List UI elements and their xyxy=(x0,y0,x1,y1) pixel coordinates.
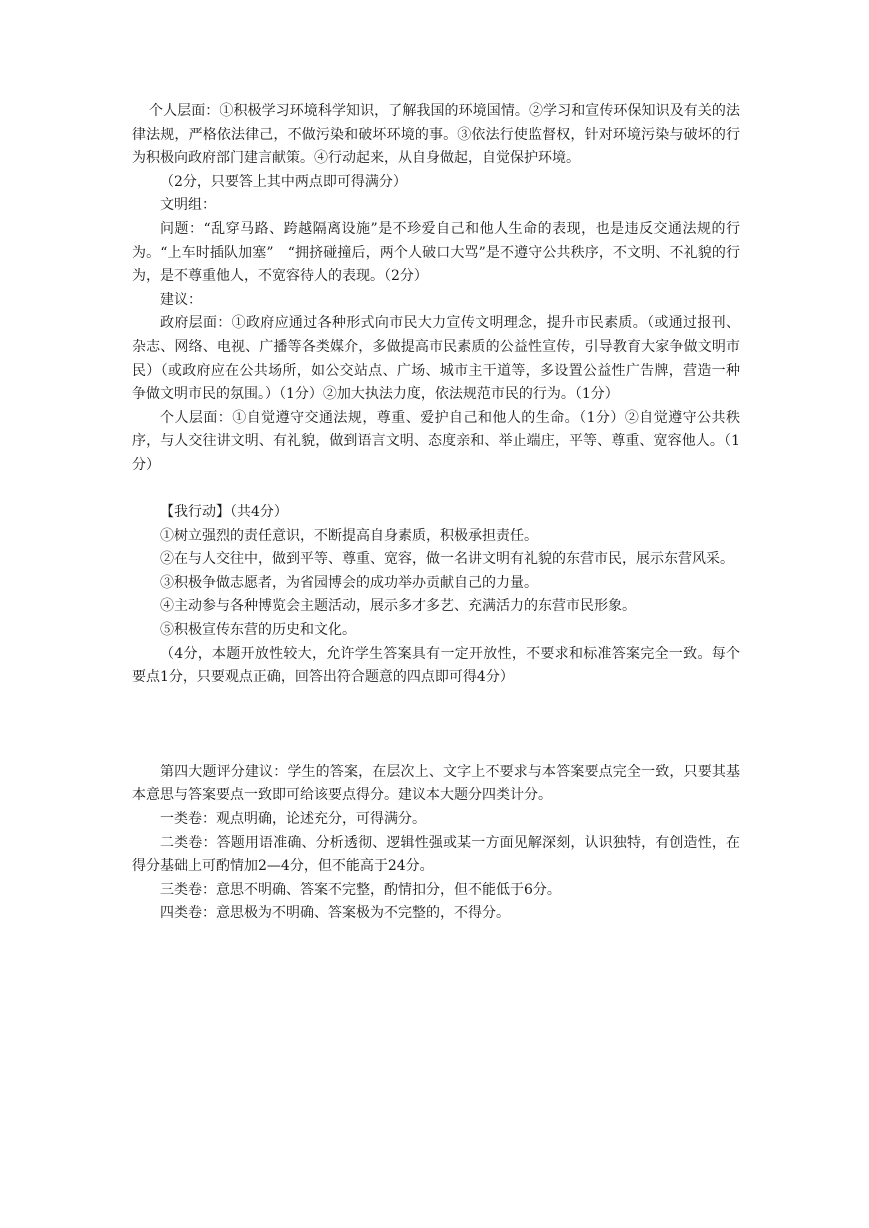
section4-intro: 第四大题评分建议：学生的答案，在层次上、文字上不要求与本答案要点完全一致，只要其基本意思与答案要点一致即可给该要点得分。建议本大题分四类计分。 xyxy=(132,763,740,804)
civilization-group-title: 文明组： xyxy=(160,197,216,214)
government-level-paragraph: 政府层面：①政府应通过各种形式向市民大力宣传文明理念，提升市民素质。（或通过报刊、杂志、网络、电视、广播等各类媒介，多做提高市民素质的公益性宣传，引导教育大家争做文明市民）（或政府应在公共场所，如公交站点、广场、城市主干道等，多设置公益性广告牌，营造一种争做文明市民的氛围。）（1分）②加大执法力度，依法规范市民的行为。（1分） xyxy=(132,315,740,403)
score-note: （2分，只要答上其中两点即可得满分） xyxy=(160,173,407,190)
grade-item: 三类卷：意思不明确、答案不完整，酌情扣分，但不能低于6分。 xyxy=(160,881,561,898)
action-item: ④主动参与各种博览会主题活动，展示多才多艺、充满活力的东营市民形象。 xyxy=(160,598,636,615)
grade-item: 二类卷：答题用语准确、分析透彻、逻辑性强或某一方面见解深刻，认识独特，有创造性，在得分基础上可酌情加2—4分，但不能高于24分。 xyxy=(132,834,740,875)
action-score-note: （4分，本题开放性较大，允许学生答案具有一定开放性，不要求和标准答案完全一致。每个要点1分，只要观点正确，回答出符合题意的四点即可得4分） xyxy=(132,645,740,686)
grade-item: 一类卷：观点明确，论述充分，可得满分。 xyxy=(160,811,426,828)
document-page xyxy=(132,100,740,926)
section-gap xyxy=(132,690,740,761)
action-item: ③积极争做志愿者，为省园博会的成功举办贡献自己的力量。 xyxy=(160,574,538,591)
individual-level-paragraph: 个人层面：①积极学习环境科学知识，了解我国的环境国情。②学习和宣传环保知识及有关的法律法规，严格依法律己，不做污染和破坏环境的事。③依法行使监督权，针对环境污染与破坏的行为积极向政府部门建言献策。④行动起来，从自身做起，自觉保护环境。 xyxy=(132,103,740,167)
action-title: 【我行动】（共4分） xyxy=(160,504,288,521)
action-item: ②在与人交往中，做到平等、尊重、宽容，做一名讲文明有礼貌的东营市民，展示东营风采。 xyxy=(160,551,734,568)
civilization-individual-paragraph: 个人层面：①自觉遵守交通法规，尊重、爱护自己和他人的生命。（1分）②自觉遵守公共秩序，与人交往讲文明、有礼貌，做到语言文明、态度亲和、举止端庄，平等、尊重、宽容他人。（1分） xyxy=(132,409,740,473)
section-gap xyxy=(132,478,740,502)
action-item: ①树立强烈的责任意识，不断提高自身素质，积极承担责任。 xyxy=(160,527,538,544)
grade-item: 四类卷：意思极为不明确、答案极为不完整的，不得分。 xyxy=(160,905,510,922)
suggestion-label: 建议： xyxy=(160,291,202,308)
civilization-problem-paragraph: 问题：“乱穿马路、跨越隔离设施”是不珍爱自己和他人生命的表现，也是违反交通法规的行为。“上车时插队加塞” “拥挤碰撞后，两个人破口大骂”是不遵守公共秩序，不文明、不礼貌的行为，是不尊重他人，不宽容待人的表现。（2分） xyxy=(132,220,740,285)
action-item: ⑤积极宣传东营的历史和文化。 xyxy=(160,622,356,639)
